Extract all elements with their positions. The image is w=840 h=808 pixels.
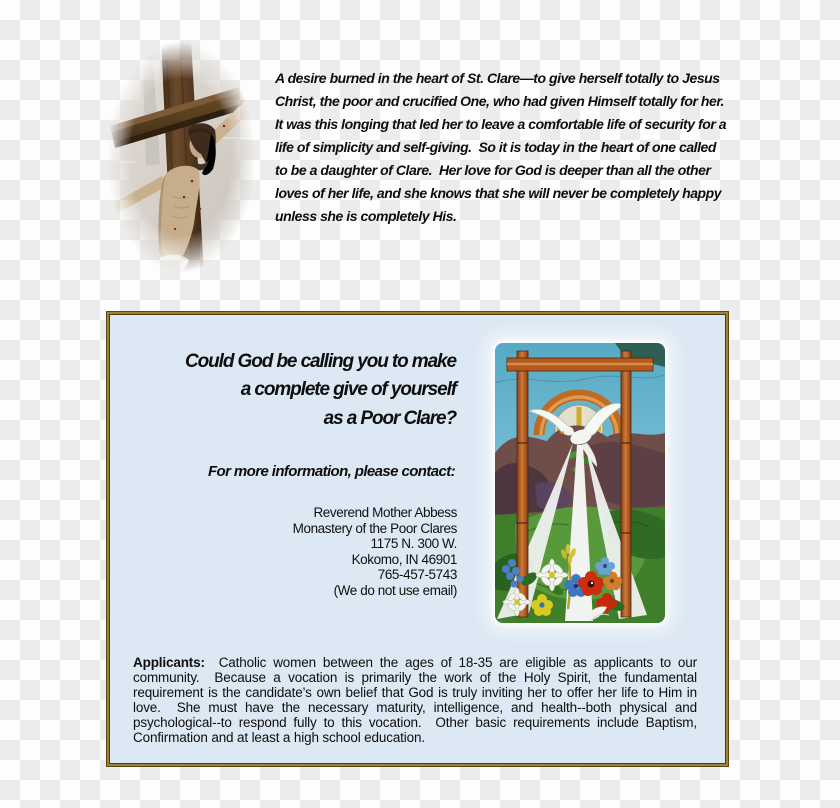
applicants-line [133,655,697,670]
intro-line: A desire burned in the heart of St. Clare—to give herself totally to Jesus [275,70,720,86]
contact-line: (We do not use email) [333,582,457,598]
stained-glass-illustration [495,343,665,623]
contact-line: 765-457-5743 [377,567,457,582]
invitation-heading-line: a complete give of yourself [240,379,456,401]
contact-intro-label: For more information, please contact: [207,463,455,480]
applicants-line: Confirmation and at least a high school education. [133,730,425,745]
intro-line: unless she is completely His. [275,208,457,224]
intro-line: loves of her life, and she knows that she will never be completely happy [275,185,722,201]
applicants-line: requirement is the candidate’s own belief that God is truly inviting her to offer her life to Him in [133,685,697,700]
applicants-paragraph [133,655,697,745]
intro-line: life of simplicity and self-giving. So it is today in the heart of one called [275,139,716,155]
intro-paragraph [275,67,747,228]
invitation-heading-line: as a Poor Clare? [323,407,456,429]
intro-line: It was this longing that led her to leave a comfortable life of security for a [275,116,727,132]
contact-line: Reverend Mother Abbess [313,505,457,520]
intro-line: Christ, the poor and crucified One, who had given Himself totally for her. [275,93,724,109]
intro-line: to be a daughter of Clare. Her love for God is deeper than all the other [275,162,711,178]
applicants-line: psychological--to respond fully to this vocation. Other basic requirements include Baptism, [133,715,697,730]
contact-line: Kokomo, IN 46901 [351,551,457,567]
invitation-heading-line: Could God be calling you to make [185,351,456,372]
applicants-line-text: Catholic women between the ages of 18-35 are eligible as applicants to our [204,655,697,670]
contact-line: Monastery of the Poor Clares [292,520,457,536]
applicants-label: Applicants: [133,655,205,670]
stained-glass-photo [495,343,665,623]
applicants-line: community. Because a vocation is primarily the work of the Holy Spirit, the fundamental [133,670,697,685]
crucifix-illustration [104,38,258,276]
applicants-line: love. She must have the necessary maturity, intelligence, and health--both physical and [133,700,697,715]
contact-address-block [230,505,457,598]
invitation-heading [146,348,456,433]
contact-line: 1175 N. 300 W. [370,536,457,551]
crucifix-photo [104,38,258,276]
